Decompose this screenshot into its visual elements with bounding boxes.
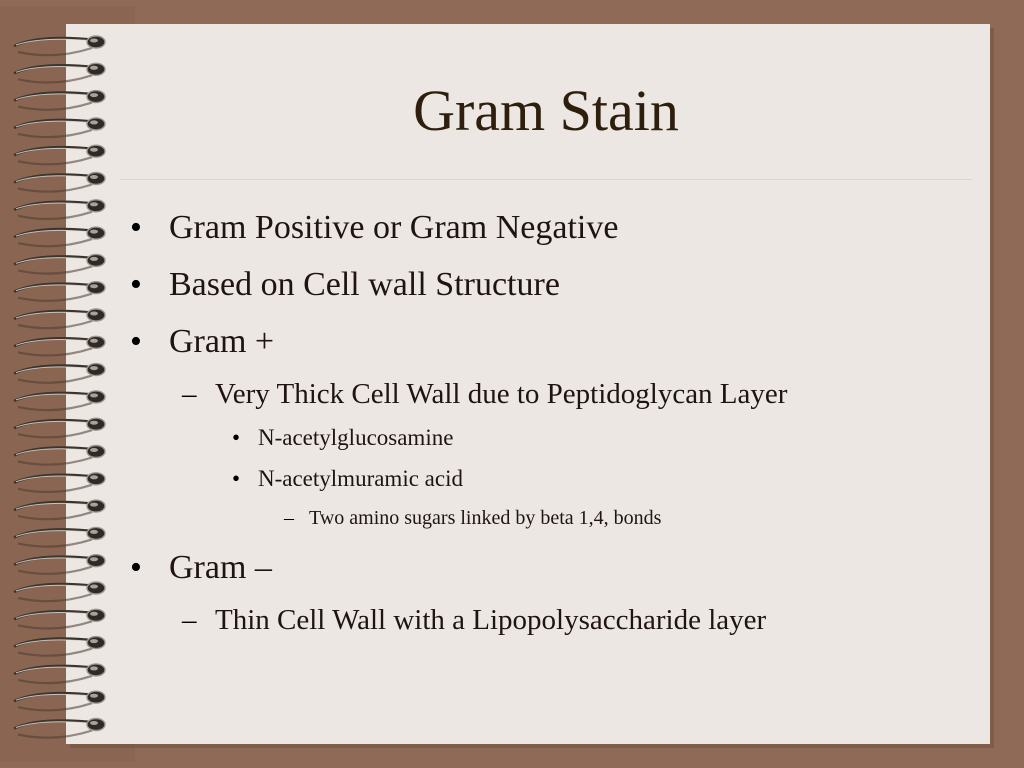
spiral-ring-icon bbox=[14, 91, 105, 110]
bullet-marker: • bbox=[130, 209, 142, 246]
sub-sub-bullet-muramic-acid: N-acetylmuramic acid bbox=[258, 466, 463, 491]
sub-bullet-marker: – bbox=[182, 378, 197, 410]
spiral-ring-icon bbox=[14, 63, 105, 82]
title-divider bbox=[120, 179, 972, 180]
sub-sub-bullet-marker: • bbox=[232, 425, 241, 450]
sub-bullet-thick-cell-wall: Very Thick Cell Wall due to Peptidoglycan Layer bbox=[215, 378, 788, 410]
bullet-cell-wall-structure: Based on Cell wall Structure bbox=[169, 266, 560, 303]
sub-bullet-thin-cell-wall: Thin Cell Wall with a Lipopolysaccharide layer bbox=[215, 604, 767, 636]
spiral-ring-icon bbox=[14, 609, 105, 628]
spiral-ring-icon bbox=[14, 446, 105, 465]
bullet-gram-positive-or-negative: Gram Positive or Gram Negative bbox=[169, 209, 619, 246]
spiral-ring-icon bbox=[14, 145, 105, 164]
sub-sub-bullet-marker: • bbox=[232, 466, 241, 491]
bullet-marker: • bbox=[130, 549, 142, 586]
bullet-gram-minus: Gram – bbox=[169, 549, 272, 586]
bullet-marker: • bbox=[130, 266, 142, 303]
spiral-ring-icon bbox=[14, 555, 105, 574]
spiral-ring-icon bbox=[14, 364, 105, 383]
spiral-ring-icon bbox=[14, 200, 105, 219]
spiral-ring-icon bbox=[14, 582, 105, 601]
spiral-ring-icon bbox=[14, 527, 105, 546]
spiral-ring-icon bbox=[14, 336, 105, 355]
spiral-ring-icon bbox=[14, 719, 105, 738]
spiral-ring-icon bbox=[14, 173, 105, 192]
slide-title: Gram Stain bbox=[413, 78, 679, 143]
spiral-ring-icon bbox=[14, 309, 105, 328]
spiral-ring-icon bbox=[14, 500, 105, 519]
spiral-ring-icon bbox=[14, 36, 105, 55]
spiral-ring-icon bbox=[14, 418, 105, 437]
spiral-ring-icon bbox=[14, 118, 105, 137]
sub-sub-bullet-glucosamine: N-acetylglucosamine bbox=[258, 425, 454, 450]
bullet-marker: • bbox=[130, 323, 142, 360]
spiral-ring-icon bbox=[14, 473, 105, 492]
bullet-gram-plus: Gram + bbox=[169, 323, 275, 360]
level4-bullet-marker: – bbox=[284, 507, 294, 529]
spiral-ring-icon bbox=[14, 664, 105, 683]
spiral-ring-icon bbox=[14, 691, 105, 710]
spiral-binding-icon bbox=[0, 0, 130, 768]
spiral-ring-icon bbox=[14, 282, 105, 301]
spiral-ring-icon bbox=[14, 227, 105, 246]
sub-bullet-marker: – bbox=[182, 604, 197, 636]
level4-bullet-amino-sugars: Two amino sugars linked by beta 1,4, bonds bbox=[309, 507, 662, 529]
spiral-ring-icon bbox=[14, 391, 105, 410]
spiral-ring-icon bbox=[14, 254, 105, 273]
spiral-ring-icon bbox=[14, 637, 105, 656]
